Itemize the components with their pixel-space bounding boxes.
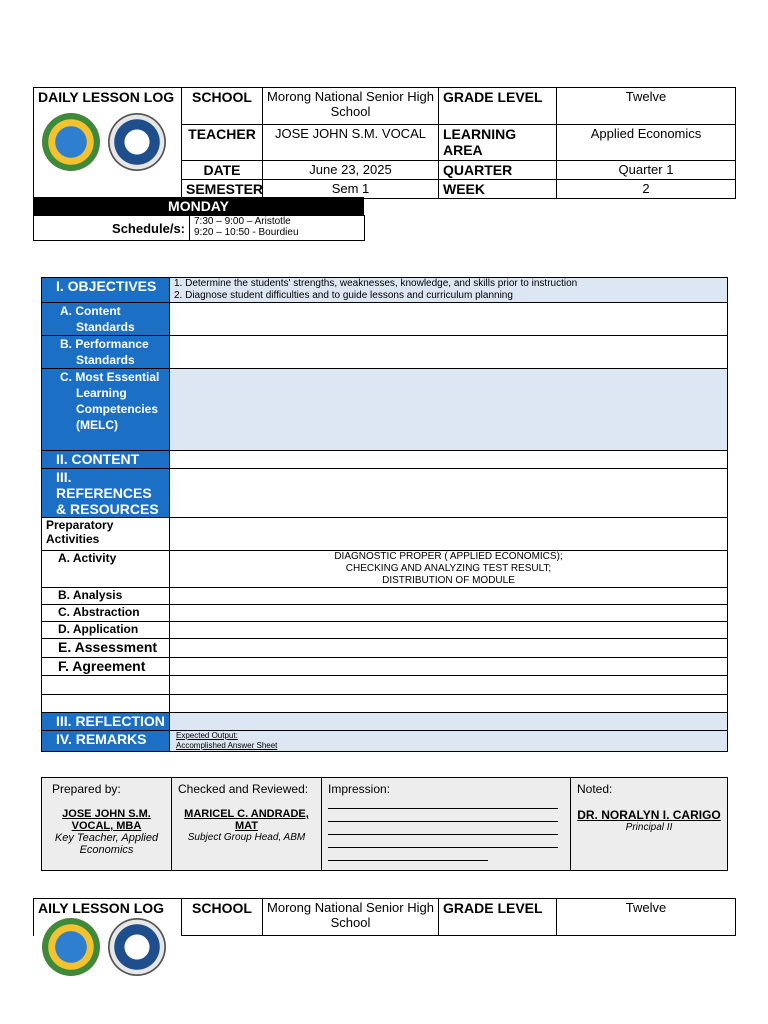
checked-by-label: Checked and Reviewed: (178, 782, 309, 796)
reflection-cell (170, 713, 728, 731)
objective-item: 2. Diagnose student difficulties and to guide lessons and curriculum planning (174, 290, 513, 301)
agreement-label: F. Agreement (42, 658, 170, 676)
school-gear-seal-icon (108, 918, 166, 976)
impression-label: Impression: (328, 782, 391, 796)
grade-level-value: Twelve (557, 899, 736, 936)
prepared-by-label: Prepared by: (52, 782, 121, 796)
melc-cell (170, 369, 728, 451)
remarks-cell (170, 731, 728, 752)
schedule-line: 7:30 – 9:00 – Aristotle (194, 216, 291, 227)
blank-cell (170, 695, 728, 713)
signature-table (41, 777, 728, 871)
header-table-next (33, 898, 736, 936)
school-label: SCHOOL (182, 88, 263, 125)
deped-seal-icon (42, 113, 100, 171)
grade-level-label: GRADE LEVEL (439, 88, 557, 125)
grade-level-label: GRADE LEVEL (439, 899, 557, 936)
semester-label: SEMESTER (182, 180, 263, 199)
remarks-line: Expected Output: (176, 731, 238, 740)
log-title-cell (34, 899, 182, 936)
content-cell (170, 451, 728, 469)
week-value: 2 (557, 180, 736, 199)
noted-by-name: DR. NORALYN I. CARIGO (577, 808, 721, 822)
activity-line: DIAGNOSTIC PROPER ( APPLIED ECONOMICS); (334, 551, 563, 562)
application-label: D. Application (42, 622, 170, 639)
preparatory-activities-cell (170, 518, 728, 551)
prepared-by-cell (42, 778, 172, 871)
blank-label (42, 695, 170, 713)
teacher-label: TEACHER (182, 125, 263, 161)
date-value: June 23, 2025 (263, 161, 439, 180)
references-label: III. REFERENCES & RESOURCES (42, 469, 170, 518)
quarter-label: QUARTER (439, 161, 557, 180)
deped-seal-icon (42, 918, 100, 976)
schedule-times (190, 216, 365, 241)
noted-by-label: Noted: (577, 782, 613, 796)
impression-line (328, 796, 558, 809)
checked-by-cell (172, 778, 322, 871)
objectives-label: I. OBJECTIVES (42, 278, 170, 303)
day-banner: MONDAY (33, 197, 364, 215)
blank-label (42, 676, 170, 695)
content-label: II. CONTENT (42, 451, 170, 469)
analysis-cell (170, 588, 728, 605)
assessment-label: E. Assessment (42, 639, 170, 658)
schedule-label: Schedule/s: (34, 216, 190, 241)
prepared-by-role: Key Teacher, Applied Economics (54, 832, 159, 856)
lesson-plan-table (41, 277, 728, 752)
activity-label: A. Activity (42, 551, 170, 588)
objective-item: 1. Determine the students' strengths, weaknesses, knowledge, and skills prior to instruction (174, 278, 578, 289)
abstraction-label: C. Abstraction (42, 605, 170, 622)
teacher-value: JOSE JOHN S.M. VOCAL (263, 125, 439, 161)
prepared-by-name: JOSE JOHN S.M. VOCAL, MBA (62, 808, 151, 832)
content-standards-label: A. Content Standards (42, 303, 170, 336)
grade-level-value: Twelve (557, 88, 736, 125)
impression-line (328, 835, 558, 848)
references-cell (170, 469, 728, 518)
performance-standards-cell (170, 336, 728, 369)
activity-line: DISTRIBUTION OF MODULE (382, 575, 515, 586)
schedule-table (33, 215, 365, 241)
analysis-label: B. Analysis (42, 588, 170, 605)
performance-standards-label: B. Performance Standards (42, 336, 170, 369)
learning-area-value: Applied Economics (557, 125, 736, 161)
activity-line: CHECKING AND ANALYZING TEST RESULT; (345, 563, 552, 574)
noted-by-cell (571, 778, 728, 871)
header-table (33, 87, 736, 199)
remarks-label: IV. REMARKS (42, 731, 170, 752)
assessment-cell (170, 639, 728, 658)
checked-by-name: MARICEL C. ANDRADE, MAT (184, 808, 309, 832)
objectives-cell (170, 278, 728, 303)
application-cell (170, 622, 728, 639)
activity-cell (170, 551, 728, 588)
school-value: Morong National Senior High School (263, 899, 439, 936)
date-label: DATE (182, 161, 263, 180)
week-label: WEEK (439, 180, 557, 199)
log-title: AILY LESSON LOG (38, 900, 165, 916)
impression-line (328, 822, 558, 835)
school-gear-seal-icon (108, 113, 166, 171)
semester-value: Sem 1 (263, 180, 439, 199)
remarks-line: Accomplished Answer Sheet (176, 741, 278, 750)
school-value: Morong National Senior High School (263, 88, 439, 125)
checked-by-role: Subject Group Head, ABM (187, 832, 306, 843)
content-standards-cell (170, 303, 728, 336)
impression-cell (322, 778, 571, 871)
reflection-label: III. REFLECTION (42, 713, 170, 731)
log-title: DAILY LESSON LOG (38, 89, 175, 105)
blank-cell (170, 676, 728, 695)
preparatory-activities-label: Preparatory Activities (42, 518, 170, 551)
impression-line (328, 809, 558, 822)
school-label: SCHOOL (182, 899, 263, 936)
abstraction-cell (170, 605, 728, 622)
agreement-cell (170, 658, 728, 676)
impression-line (328, 848, 488, 861)
melc-label: C. Most Essential Learning Competencies (MELC) (42, 369, 170, 451)
learning-area-label: LEARNING AREA (439, 125, 557, 161)
noted-by-role: Principal II (625, 822, 673, 833)
quarter-value: Quarter 1 (557, 161, 736, 180)
log-title-cell (34, 88, 182, 199)
schedule-line: 9:20 – 10:50 - Bourdieu (194, 227, 299, 238)
